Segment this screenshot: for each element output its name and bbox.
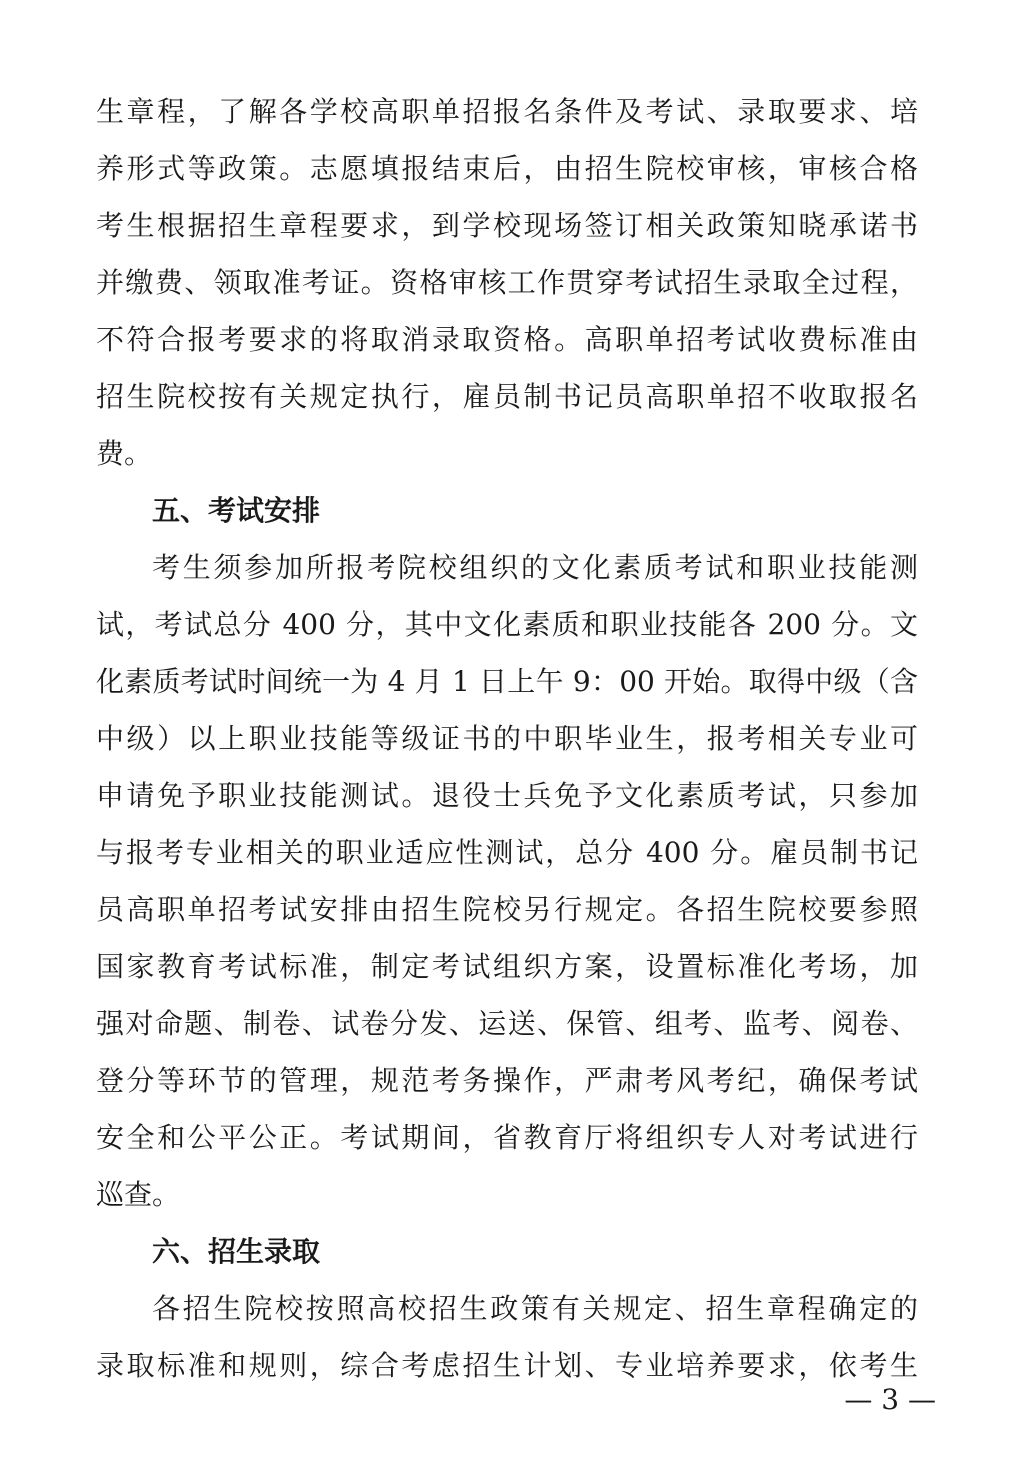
paragraph-line: 巡查。 (96, 1178, 181, 1211)
paragraph-line: 员高职单招考试安排由招生院校另行规定。各招生院校要参照 (96, 893, 918, 926)
paragraph-line: 各招生院校按照高校招生政策有关规定、招生章程确定的 (152, 1292, 918, 1325)
paragraph-line: 生章程，了解各学校高职单招报名条件及考试、录取要求、培 (96, 95, 918, 128)
paragraph-line: 试，考试总分 400 分，其中文化素质和职业技能各 200 分。文 (96, 608, 918, 641)
paragraph-line: 费。 (96, 437, 153, 470)
paragraph-line: 中级）以上职业技能等级证书的中职毕业生，报考相关专业可 (96, 722, 918, 755)
paragraph-line: 招生院校按有关规定执行，雇员制书记员高职单招不收取报名 (96, 380, 918, 413)
page-number: — 3 — (844, 1383, 936, 1416)
paragraph-line: 考生须参加所报考院校组织的文化素质考试和职业技能测 (152, 551, 918, 584)
paragraph-line: 强对命题、制卷、试卷分发、运送、保管、组考、监考、阅卷、 (96, 1007, 918, 1040)
section-heading-exam: 五、考试安排 (152, 494, 321, 527)
paragraph-line: 并缴费、领取准考证。资格审核工作贯穿考试招生录取全过程， (96, 266, 918, 299)
paragraph-line: 申请免予职业技能测试。退役士兵免予文化素质考试，只参加 (96, 779, 918, 812)
section-heading-admission: 六、招生录取 (152, 1235, 321, 1268)
paragraph-line: 养形式等政策。志愿填报结束后，由招生院校审核，审核合格 (96, 152, 918, 185)
paragraph-line: 与报考专业相关的职业适应性测试，总分 400 分。雇员制书记 (96, 836, 918, 869)
paragraph-line: 不符合报考要求的将取消录取资格。高职单招考试收费标准由 (96, 323, 918, 356)
paragraph-line: 化素质考试时间统一为 4 月 1 日上午 9：00 开始。取得中级（含 (96, 665, 918, 698)
paragraph-line: 录取标准和规则，综合考虑招生计划、专业培养要求，依考生 (96, 1349, 918, 1382)
paragraph-line: 安全和公平公正。考试期间，省教育厅将组织专人对考试进行 (96, 1121, 918, 1154)
paragraph-line: 考生根据招生章程要求，到学校现场签订相关政策知晓承诺书 (96, 209, 918, 242)
paragraph-line: 登分等环节的管理，规范考务操作，严肃考风考纪，确保考试 (96, 1064, 918, 1097)
paragraph-line: 国家教育考试标准，制定考试组织方案，设置标准化考场，加 (96, 950, 918, 983)
